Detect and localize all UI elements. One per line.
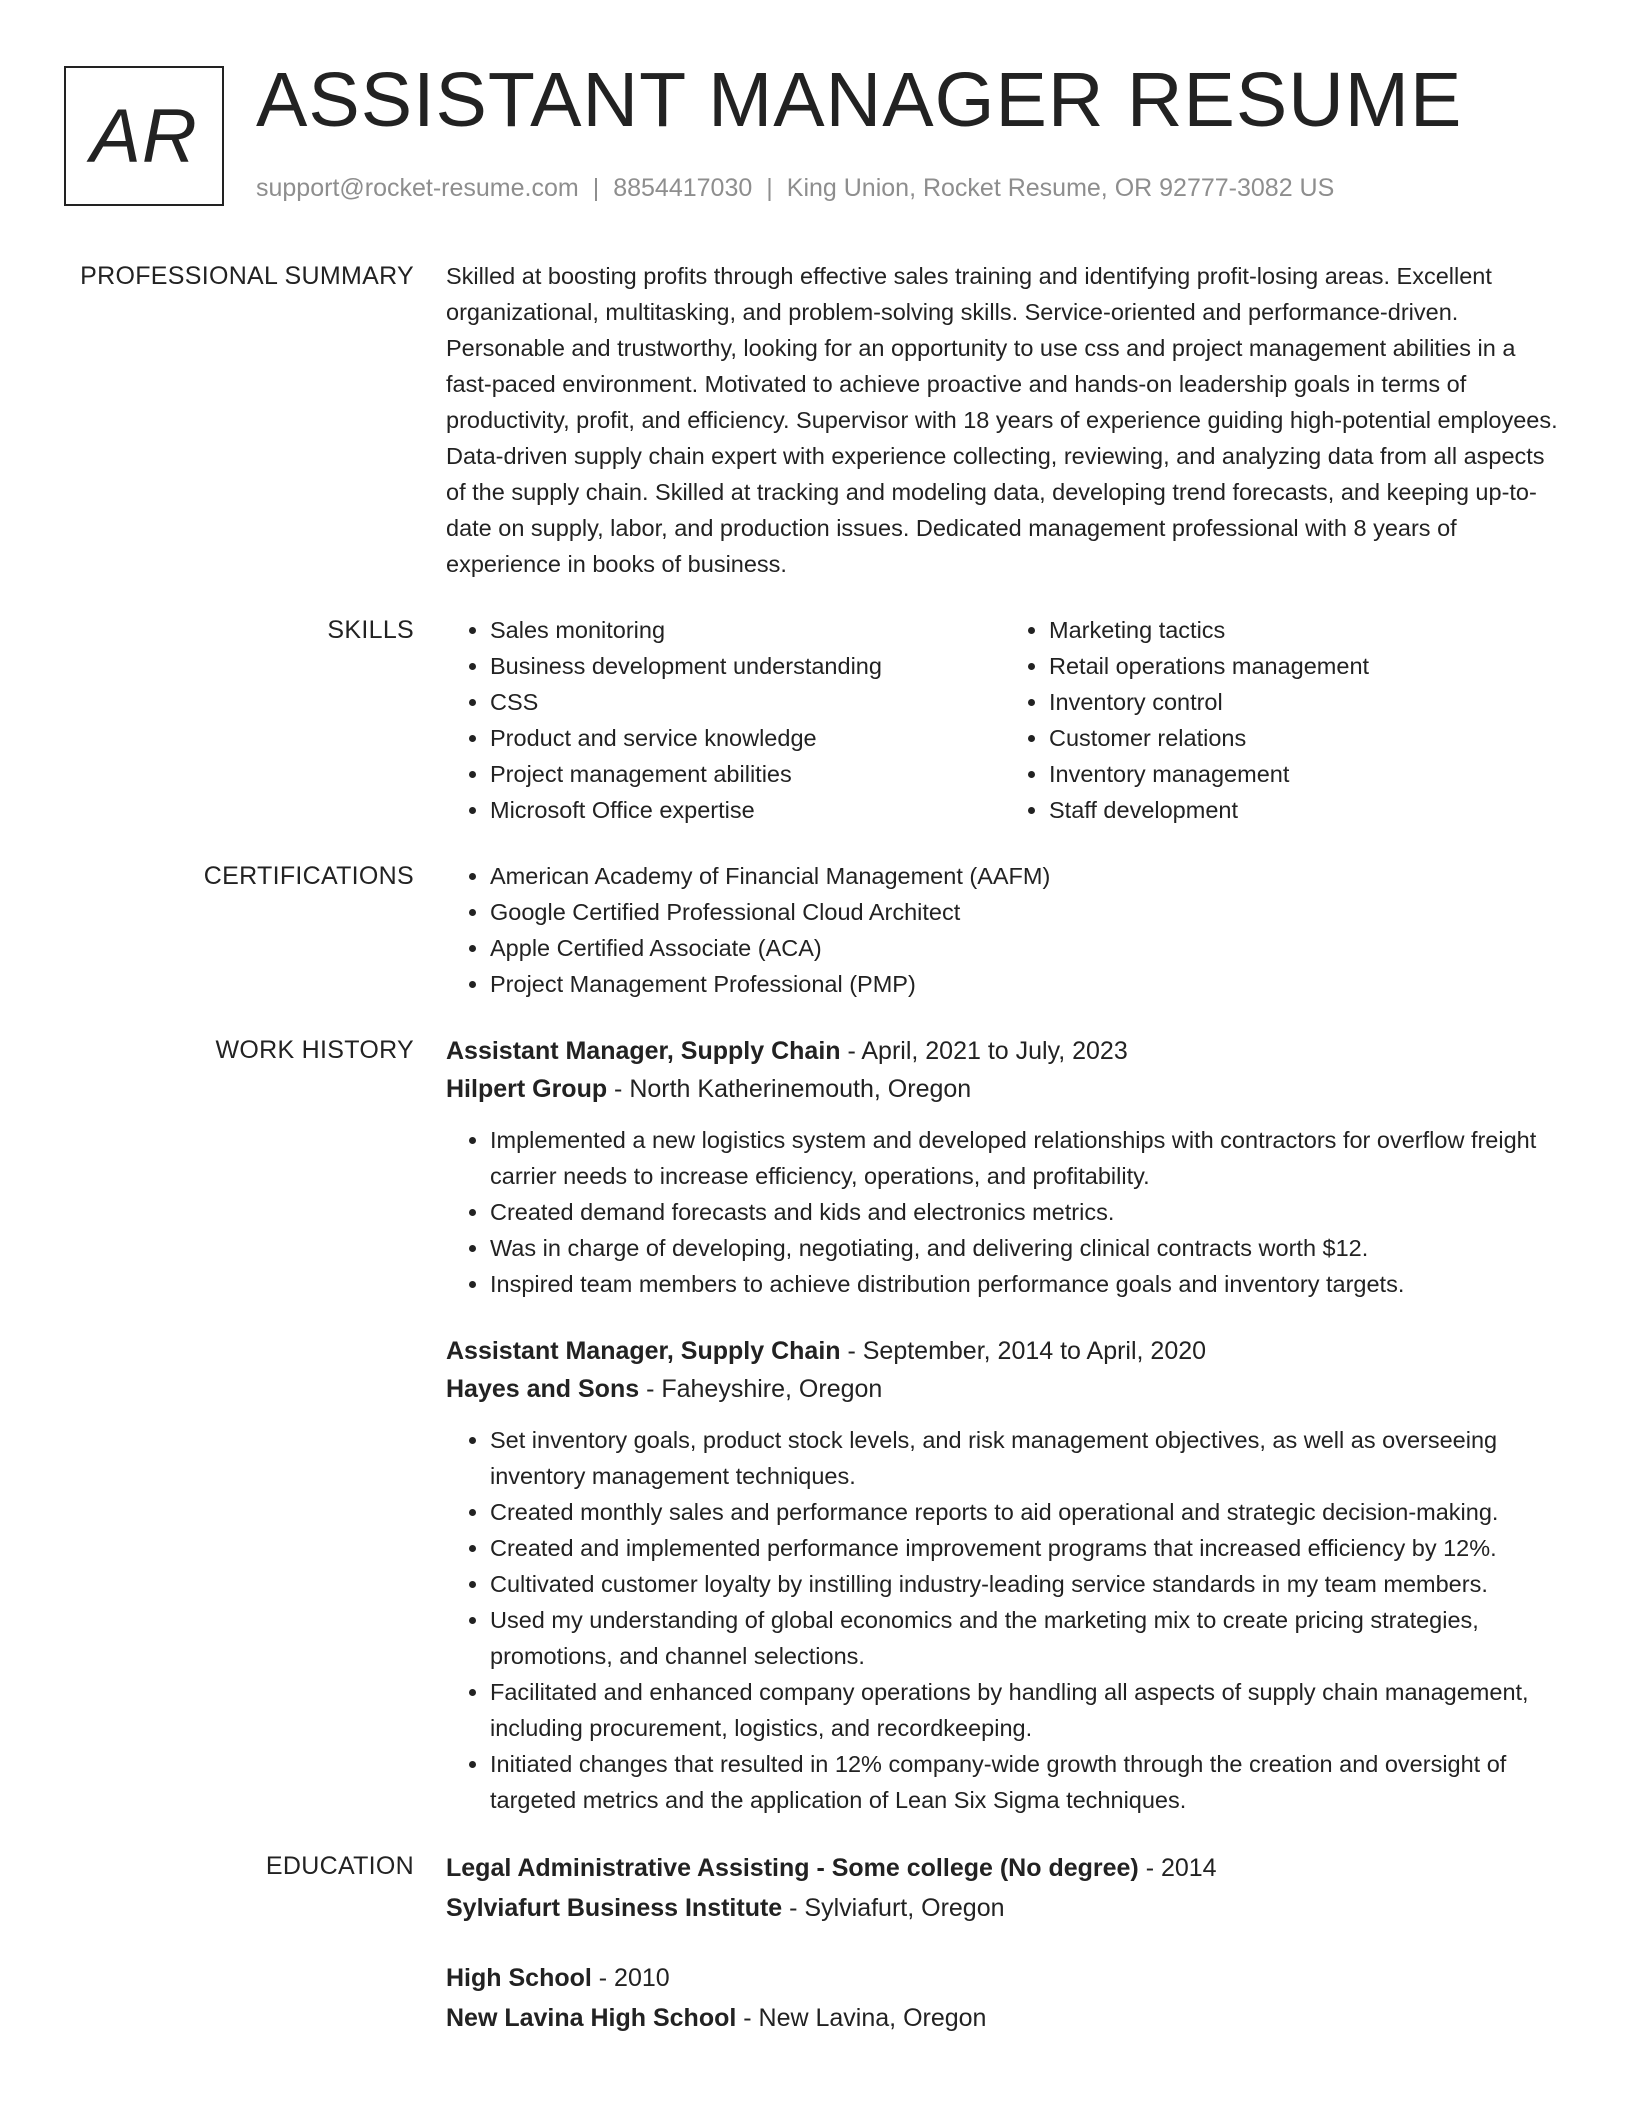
skills-content — [446, 612, 1564, 828]
section-label-work-history: WORK HISTORY — [215, 1036, 414, 1064]
contact-line — [256, 174, 1334, 203]
skill-item: • Microsoft Office expertise — [490, 792, 1005, 828]
certifications-section — [0, 858, 1632, 1002]
certifications-content — [446, 858, 1564, 1002]
job-company: Hilpert Group — [446, 1075, 608, 1103]
skill-item: • Staff development — [1049, 792, 1564, 828]
job-bullets — [446, 1422, 1564, 1818]
job-dates: - September, 2014 to April, 2020 — [840, 1337, 1207, 1365]
contact-email: support@rocket-resume.com — [256, 174, 579, 202]
skill-item: • Product and service knowledge — [490, 720, 1005, 756]
education-entry — [446, 1848, 1564, 1928]
education-degree-line — [446, 1848, 1564, 1888]
job-title: Assistant Manager, Supply Chain — [446, 1037, 841, 1065]
job-bullet: • Was in charge of developing, negotiating, and delivering clinical contracts worth $12. — [490, 1230, 1564, 1266]
skill-item: • Sales monitoring — [490, 612, 1005, 648]
job-bullet: • Created monthly sales and performance reports to aid operational and strategic decision-making. — [490, 1494, 1564, 1530]
education-year: - 2010 — [591, 1964, 670, 1992]
contact-separator: | — [766, 174, 773, 202]
job-bullet: • Implemented a new logistics system and developed relationships with contractors for overflow freight carrier needs to increase efficiency, operations, and profitability. — [490, 1122, 1564, 1194]
job-bullets — [446, 1122, 1564, 1302]
certification-item: • Apple Certified Associate (ACA) — [490, 930, 1564, 966]
resume-title: ASSISTANT MANAGER RESUME — [256, 57, 1463, 143]
education-school: Sylviafurt Business Institute — [446, 1894, 783, 1922]
work-history-section — [0, 1032, 1632, 1818]
job-bullet: • Cultivated customer loyalty by instilling industry-leading service standards in my team members. — [490, 1566, 1564, 1602]
contact-phone: 8854417030 — [613, 174, 753, 202]
summary-text: Skilled at boosting profits through effective sales training and identifying profit-losing areas. Excellent organizational, multitasking, and problem-solving skills. Service-oriented and performance-driven. Personable and trustworthy, looking for an opportunity to use css and project management abilities in a fast-paced environment. Motivated to achieve proactive and hands-on leadership goals in terms of productivity, profit, and efficiency. Supervisor with 18 years of experience guiding high-potential employees. Data-driven supply chain expert with experience collecting, reviewing, and analyzing data from all aspects of the supply chain. Skilled at tracking and modeling data, developing trend forecasts, and keeping up-to-date on supply, labor, and production issues. Dedicated management professional with 8 years of experience in books of business. — [446, 263, 1558, 577]
education-location: - New Lavina, Oregon — [736, 2004, 987, 2032]
job-bullet: • Set inventory goals, product stock levels, and risk management objectives, as well as overseeing inventory management techniques. — [490, 1422, 1564, 1494]
job-company: Hayes and Sons — [446, 1375, 640, 1403]
section-label-skills: SKILLS — [327, 616, 414, 644]
skills-list-right — [1005, 612, 1564, 828]
job-title-line — [446, 1032, 1564, 1070]
skill-item: • Marketing tactics — [1049, 612, 1564, 648]
job-entry — [446, 1332, 1564, 1818]
summary-content — [446, 258, 1564, 582]
education-school: New Lavina High School — [446, 2004, 737, 2032]
skill-item: • Inventory management — [1049, 756, 1564, 792]
skill-item: • CSS — [490, 684, 1005, 720]
job-bullet: • Created demand forecasts and kids and electronics metrics. — [490, 1194, 1564, 1230]
resume-body — [0, 258, 1632, 2068]
skill-item: • Retail operations management — [1049, 648, 1564, 684]
summary-section — [0, 258, 1632, 582]
education-school-line — [446, 1888, 1564, 1928]
job-company-line — [446, 1370, 1564, 1408]
monogram-initials: AR — [64, 66, 224, 206]
certification-item: • Project Management Professional (PMP) — [490, 966, 1564, 1002]
education-content — [446, 1848, 1564, 2038]
job-title: Assistant Manager, Supply Chain — [446, 1337, 841, 1365]
job-bullet: • Facilitated and enhanced company operations by handling all aspects of supply chain management, including procurement, logistics, and recordkeeping. — [490, 1674, 1564, 1746]
skill-item: • Inventory control — [1049, 684, 1564, 720]
job-location: - Faheyshire, Oregon — [639, 1375, 883, 1403]
job-bullet: • Used my understanding of global economics and the marketing mix to create pricing strategies, promotions, and channel selections. — [490, 1602, 1564, 1674]
job-dates: - April, 2021 to July, 2023 — [840, 1037, 1128, 1065]
education-location: - Sylviafurt, Oregon — [782, 1894, 1005, 1922]
job-entry — [446, 1032, 1564, 1302]
education-entry — [446, 1958, 1564, 2038]
education-section — [0, 1848, 1632, 2038]
section-label-certifications: CERTIFICATIONS — [203, 862, 414, 890]
education-degree: Legal Administrative Assisting - Some college (No degree) — [446, 1854, 1139, 1882]
education-school-line — [446, 1998, 1564, 2038]
certification-item: • American Academy of Financial Management (AAFM) — [490, 858, 1564, 894]
education-degree-line — [446, 1958, 1564, 1998]
job-location: - North Katherinemouth, Oregon — [607, 1075, 972, 1103]
job-bullet: • Created and implemented performance improvement programs that increased efficiency by 12%. — [490, 1530, 1564, 1566]
skill-item: • Business development understanding — [490, 648, 1005, 684]
section-label-education: EDUCATION — [265, 1852, 414, 1880]
skills-section — [0, 612, 1632, 828]
job-title-line — [446, 1332, 1564, 1370]
certifications-list — [446, 858, 1564, 1002]
education-year: - 2014 — [1138, 1854, 1217, 1882]
skill-item: • Customer relations — [1049, 720, 1564, 756]
skills-list-left — [446, 612, 1005, 828]
skills-grid — [446, 612, 1564, 828]
work-history-content — [446, 1032, 1564, 1818]
section-label-summary: PROFESSIONAL SUMMARY — [80, 262, 414, 290]
contact-separator: | — [592, 174, 600, 202]
job-bullet: • Inspired team members to achieve distribution performance goals and inventory targets. — [490, 1266, 1564, 1302]
certification-item: • Google Certified Professional Cloud Architect — [490, 894, 1564, 930]
job-company-line — [446, 1070, 1564, 1108]
contact-address: King Union, Rocket Resume, OR 92777-3082 US — [786, 174, 1335, 202]
education-degree: High School — [446, 1964, 592, 1992]
skill-item: • Project management abilities — [490, 756, 1005, 792]
job-bullet: • Initiated changes that resulted in 12% company-wide growth through the creation and oversight of targeted metrics and the application of Lean Six Sigma techniques. — [490, 1746, 1564, 1818]
